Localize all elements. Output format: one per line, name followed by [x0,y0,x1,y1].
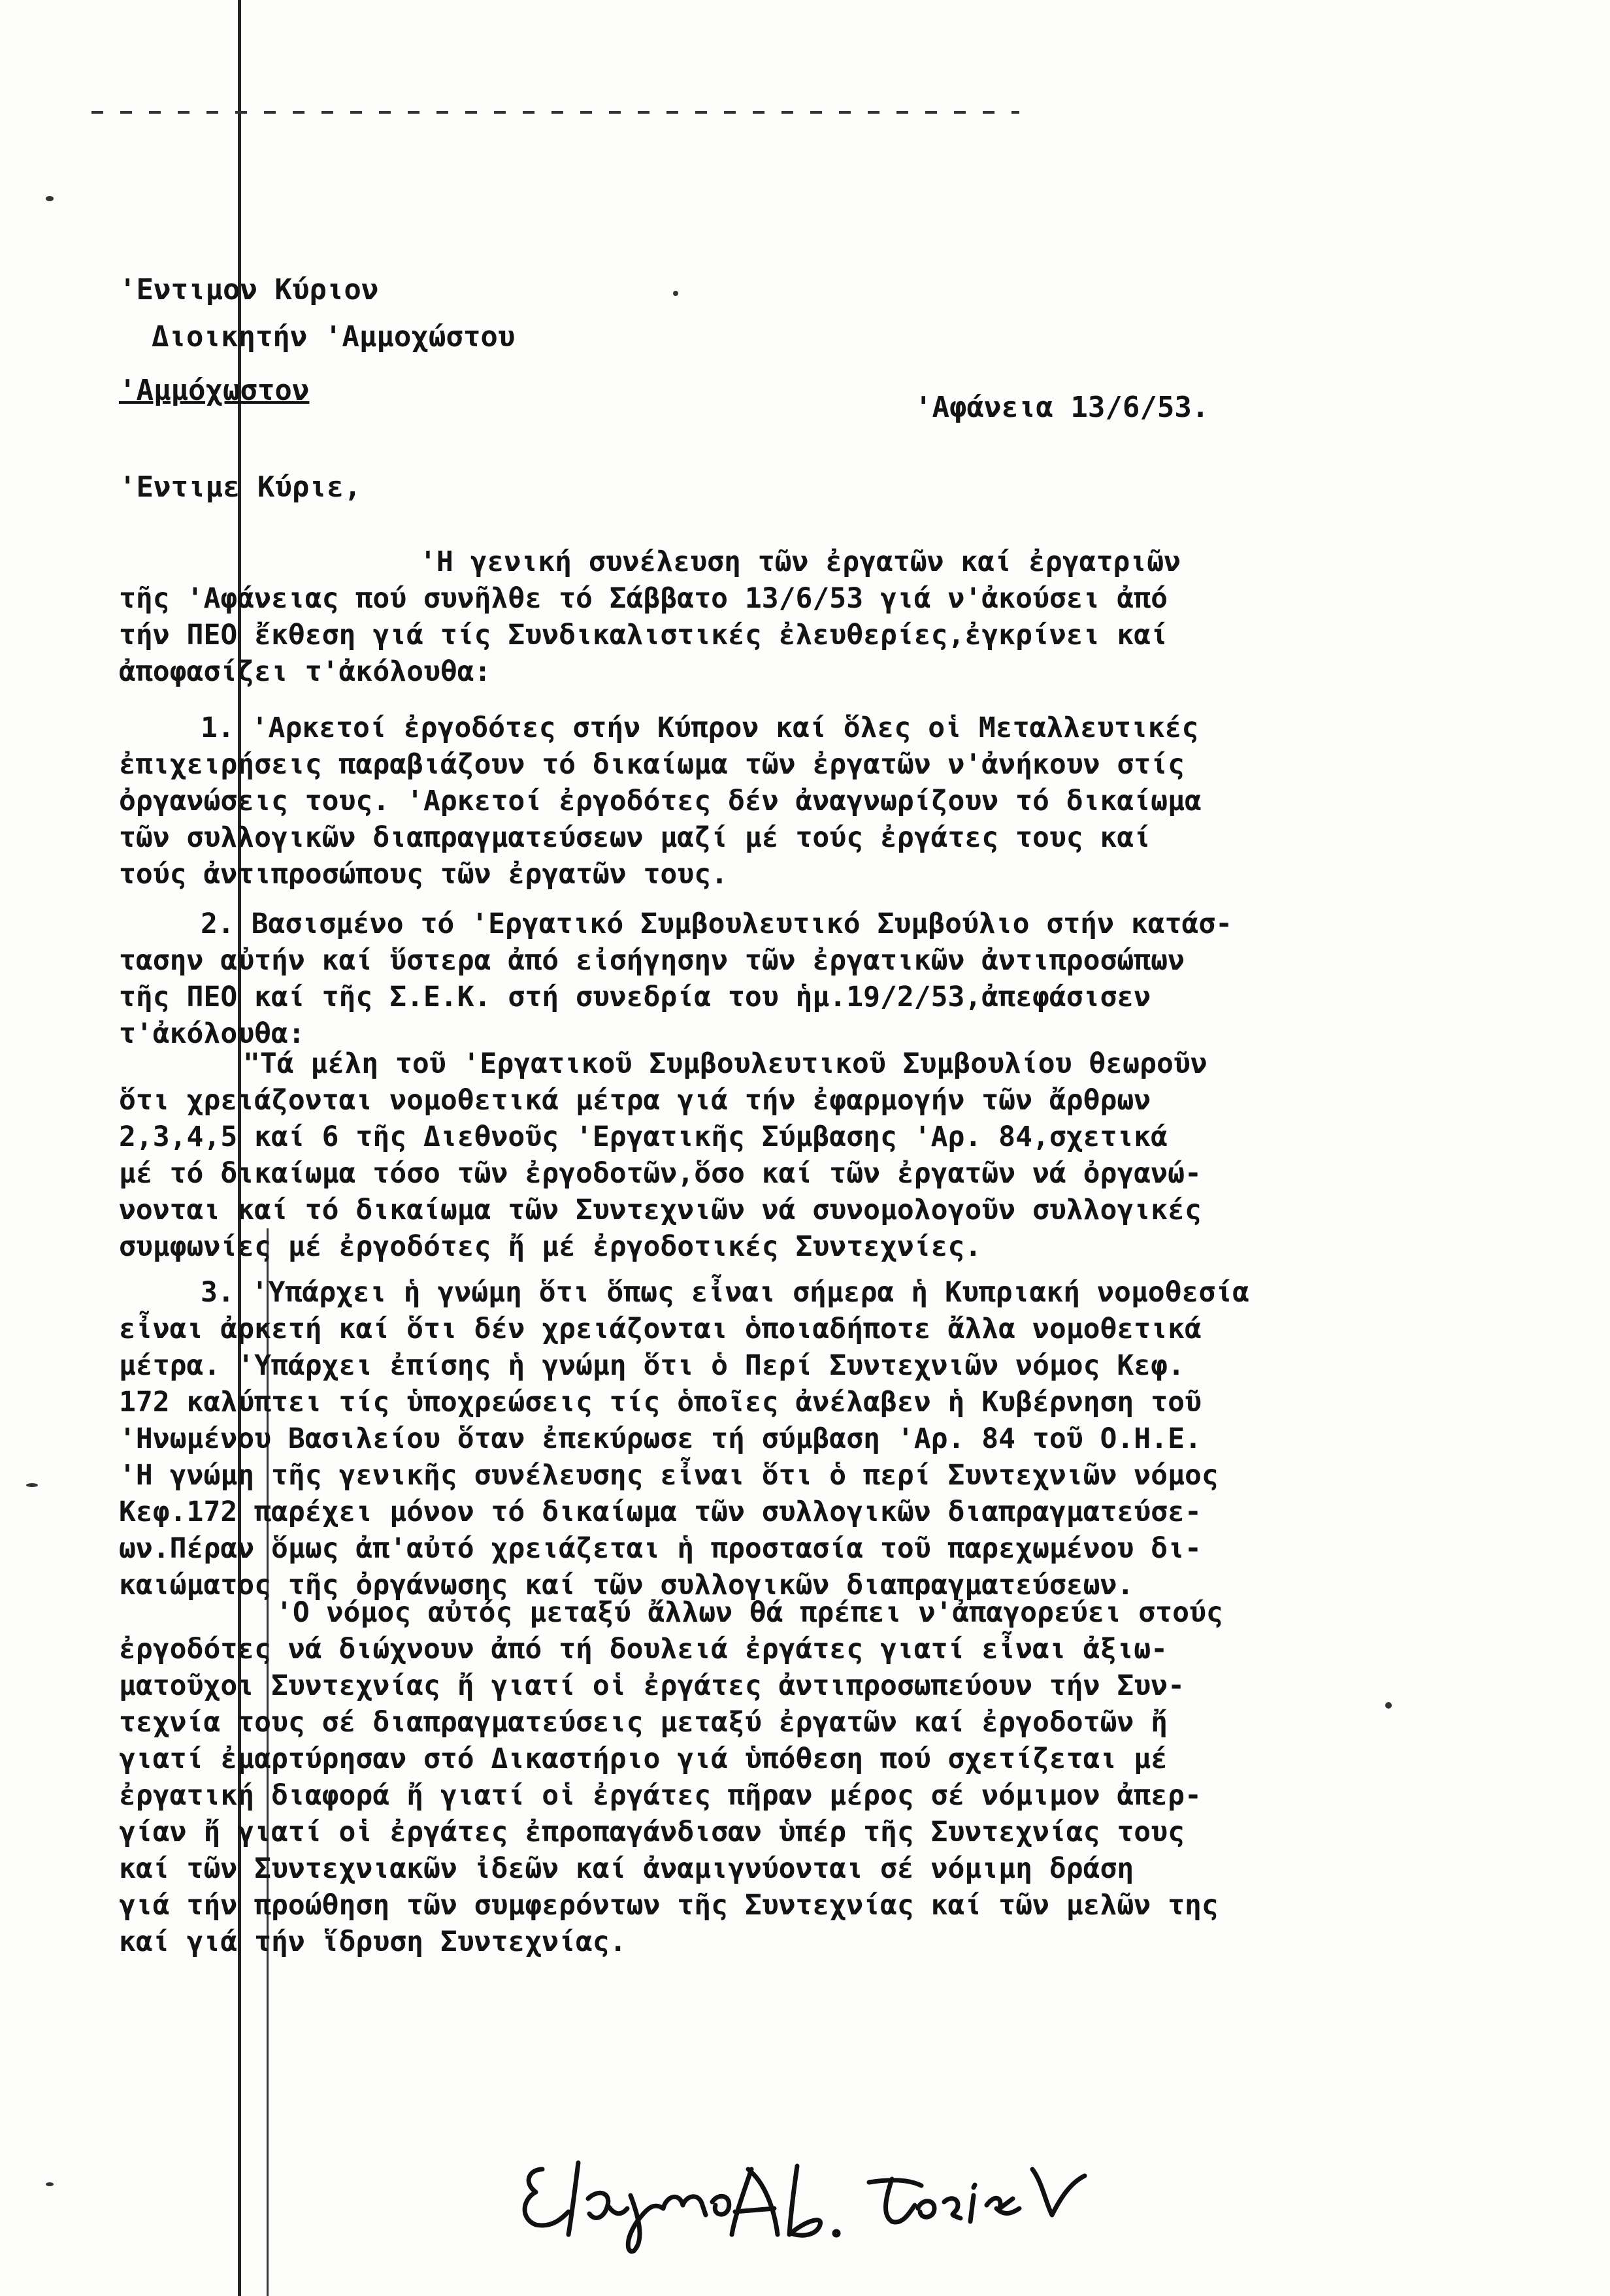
text-line: Κεφ.172 παρέχει μόνον τό δικαίωμα τῶν συλλογικῶν διαπραγματεύσε- [119,1496,1202,1528]
quoted-decision [119,1045,1422,1265]
scan-speck [46,2182,54,2186]
scan-speck [673,291,678,296]
text-line: καί τῶν Συντεχνιακῶν ἰδεῶν καί ἀναμιγνύονται σέ νόμιμη δράση [119,1852,1134,1885]
text-line: γίαν ἤ γιατί οἱ ἐργάτες ἐπροπαγάνδισαν ὑπέρ τῆς Συντεχνίας τους [119,1816,1185,1848]
text-line: ματοῦχοι Συντεχνίας ἤ γιατί οἱ ἐργάτες ἀντιπροσωπεύουν τήν Συν- [119,1669,1185,1702]
text-line: ἐργατική διαφορά ἤ γιατί οἱ ἐργάτες πῆραν μέρος σέ νόμιμον ἀπερ- [119,1779,1202,1812]
text-line: "Τά μέλη τοῦ 'Εργατικοῦ Συμβουλευτικοῦ Συμβουλίου θεωροῦν [243,1047,1208,1080]
text-line: τῆς 'Αφάνειας πού συνῆλθε τό Σάββατο 13/6/53 γιά ν'ἀκούσει ἀπό [119,582,1168,615]
text-line: ὅτι χρειάζονται νομοθετικά μέτρα γιά τήν ἐφαρμογήν τῶν ἄρθρων [119,1084,1151,1117]
text-line: τούς ἀντιπροσώπους τῶν ἐργατῶν τους. [119,858,728,891]
text-line: 172 καλύπτει τίς ὑποχρεώσεις τίς ὁποῖες ἀνέλαβεν ἡ Κυβέρνηση τοῦ [119,1386,1202,1419]
handwritten-signature [516,2143,1137,2254]
text-line: 'Η γνώμη τῆς γενικῆς συνέλευσης εἶναι ὅτι ὁ περί Συντεχνιῶν νόμος [119,1459,1219,1492]
text-line: 3. 'Υπάρχει ἡ γνώμη ὅτι ὅπως εἶναι σήμερα ἡ Κυπριακή νομοθεσία [201,1276,1250,1309]
text-line: ἐργοδότες νά διώχνουν ἀπό τή δουλειά ἐργάτες γιατί εἶναι ἀξιω- [119,1633,1168,1665]
top-dashed-mark [91,111,1019,114]
scan-speck [46,196,54,201]
text-line: 2,3,4,5 καί 6 τῆς Διεθνοῦς 'Εργατικῆς Σύμβασης 'Αρ. 84,σχετικά [119,1121,1168,1153]
scan-speck [26,1483,38,1487]
text-line: γιά τήν προώθηση τῶν συμφερόντων τῆς Συντεχνίας καί τῶν μελῶν της [119,1889,1219,1922]
salutation: 'Εντιμε Κύριε, [119,470,361,504]
text-line: 'Ηνωμένου Βασιλείου ὅταν ἐπεκύρωσε τή σύμβαση 'Αρ. 84 τοῦ Ο.Η.Ε. [119,1422,1202,1455]
intro-paragraph [119,544,1422,690]
text-line: ἐπιχειρήσεις παραβιάζουν τό δικαίωμα τῶν ἐργατῶν ν'ἀνήκουν στίς [119,748,1185,781]
recipient-line-3: 'Αμμόχωστον [119,374,310,407]
point-2-paragraph [119,906,1422,1052]
text-line: μέτρα. 'Υπάρχει ἐπίσης ἡ γνώμη ὅτι ὁ Περί Συντεχνιῶν νόμος Κεφ. [119,1349,1185,1382]
text-line: καί γιά τήν ἵδρυση Συντεχνίας. [119,1926,627,1958]
letter-date: 'Αφάνεια 13/6/53. [915,391,1209,424]
text-line: τεχνία τους σέ διαπραγματεύσεις μεταξύ ἐργατῶν καί ἐργοδοτῶν ἤ [119,1706,1168,1739]
recipient-line-1: 'Εντιμον Κύριον [119,273,379,306]
text-line: γιατί ἐμαρτύρησαν στό Δικαστήριο γιά ὑπόθεση πού σχετίζεται μέ [119,1743,1168,1775]
text-line: εἶναι ἀρκετή καί ὅτι δέν χρειάζονται ὁποιαδήποτε ἄλλα νομοθετικά [119,1313,1202,1345]
closing-paragraph [119,1594,1422,1960]
text-line: 'Ο νόμος αὐτός μεταξύ ἄλλων θά πρέπει ν'ἀπαγορεύει στούς [276,1596,1223,1629]
text-line: τασην αὐτήν καί ὕστερα ἀπό εἰσήγησην τῶν ἐργατικῶν ἀντιπροσώπων [119,944,1185,977]
text-line: τήν ΠΕΟ ἔκθεση γιά τίς Συνδικαλιστικές ἐλευθερίες,ἐγκρίνει καί [119,619,1168,651]
text-line: καιώματος τῆς ὀργάνωσης καί τῶν συλλογικῶν διαπραγματεύσεων. [119,1569,1134,1601]
text-line: νονται καί τό δικαίωμα τῶν Συντεχνιῶν νά συνομολογοῦν συλλογικές [119,1194,1202,1226]
text-line: 'Η γενική συνέλευση τῶν ἐργατῶν καί ἐργατριῶν [419,546,1181,578]
text-line: συμφωνίες μέ ἐργοδότες ἤ μέ ἐργοδοτικές Συντεχνίες. [119,1230,982,1263]
text-line: 2. Βασισμένο τό 'Εργατικό Συμβουλευτικό Συμβούλιο στήν κατάσ- [201,908,1233,940]
text-line: ων.Πέραν ὅμως ἀπ'αὐτό χρειάζεται ἡ προστασία τοῦ παρεχωμένου δι- [119,1532,1202,1565]
text-line: ἀποφασίζει τ'ἀκόλουθα: [119,655,491,688]
text-line: 1. 'Αρκετοί ἐργοδότες στήν Κύπρον καί ὅλες οἱ Μεταλλευτικές [201,712,1199,744]
text-line: τ'ἀκόλουθα: [119,1017,305,1050]
recipient-line-2: Διοικητήν 'Αμμοχώστου [152,320,516,353]
text-line: τῶν συλλογικῶν διαπραγματεύσεων μαζί μέ τούς ἐργάτες τους καί [119,821,1151,854]
text-line: ὀργανώσεις τους. 'Αρκετοί ἐργοδότες δέν ἀναγνωρίζουν τό δικαίωμα [119,785,1202,817]
text-line: τῆς ΠΕΟ καί τῆς Σ.Ε.Κ. στή συνεδρία του ἡμ.19/2/53,ἀπεφάσισεν [119,981,1151,1013]
text-line: μέ τό δικαίωμα τόσο τῶν ἐργοδοτῶν,ὅσο καί τῶν ἐργατῶν νά ὀργανώ- [119,1157,1202,1190]
point-3-paragraph [119,1274,1422,1603]
point-1-paragraph [119,710,1422,893]
